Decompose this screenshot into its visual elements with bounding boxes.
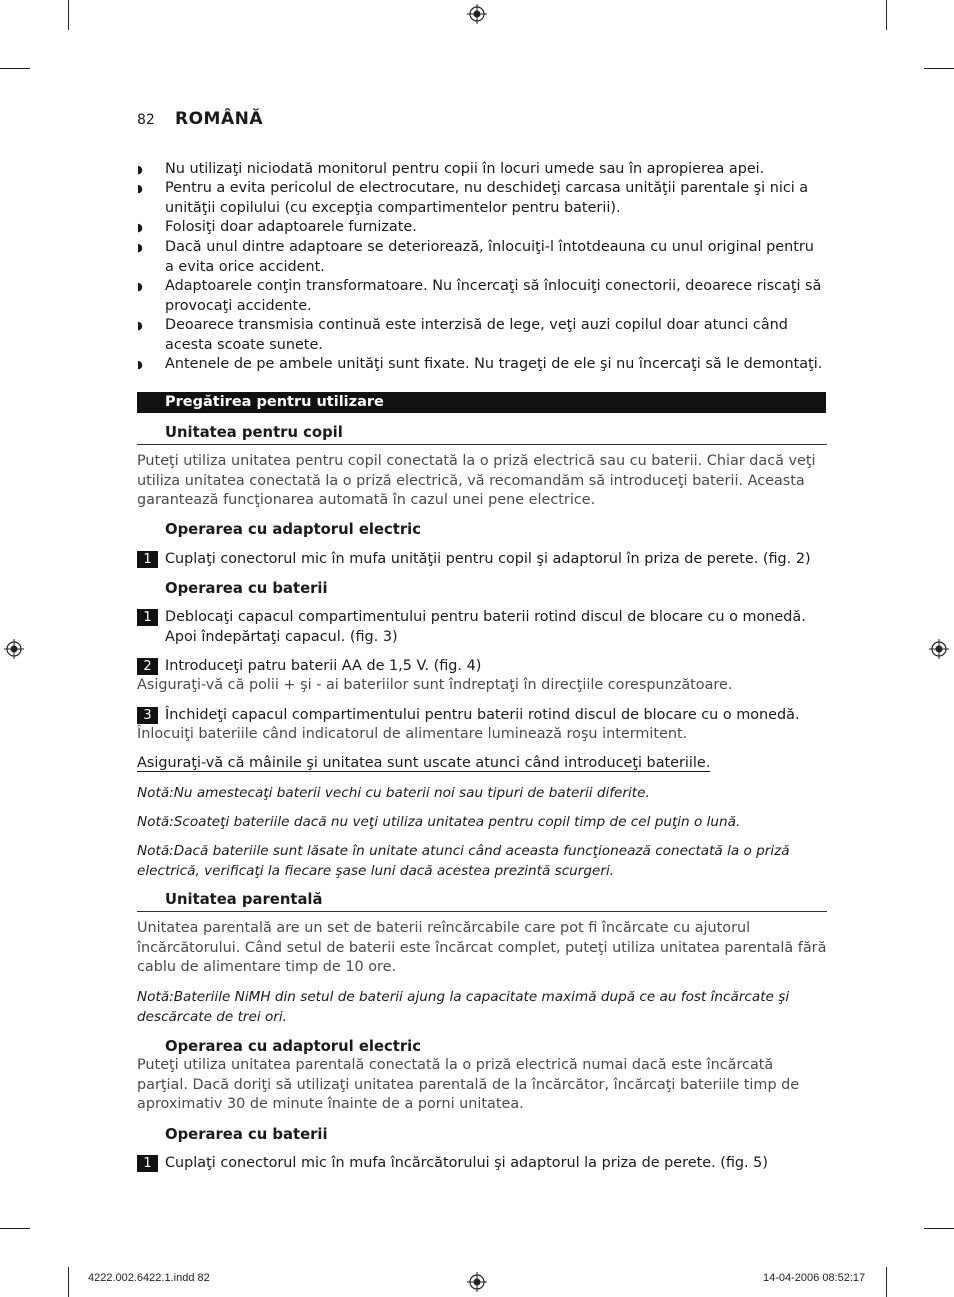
step-number: 2	[137, 658, 158, 675]
step-text: Cuplaţi conectorul mic în mufa încărcătorului şi adaptorul la priza de perete. (fig. 5)	[165, 1155, 768, 1171]
bullet-icon: ◗	[137, 163, 143, 176]
divider	[137, 444, 827, 445]
crop-mark	[0, 1228, 30, 1229]
subsection-title: Unitatea pentru copil	[165, 424, 343, 441]
page-number: 82	[137, 112, 155, 128]
step-number: 3	[137, 707, 158, 724]
subsection-title: Operarea cu baterii	[165, 1126, 328, 1143]
page-language-title: ROMÂNĂ	[175, 109, 263, 129]
step-note: Înlocuiţi bateriile când indicatorul de alimentare luminează roşu intermitent.	[137, 726, 688, 742]
bullet-icon: ◗	[137, 221, 143, 234]
divider	[137, 911, 827, 912]
registration-mark-icon	[467, 1272, 487, 1292]
note: Notă:Bateriile NiMH din setul de baterii ajung la capacitate maximă după ce au fost încărcate şi descărcate de trei ori.	[137, 989, 790, 1025]
footer-timestamp: 14-04-2006 08:52:17	[763, 1272, 866, 1284]
registration-mark-icon	[467, 4, 487, 24]
list-item: ◗ Adaptoarele conţin transformatoare. Nu încercaţi să înlocuiţi conectorii, deoarece riscaţi să provocaţi accidente.	[137, 278, 822, 314]
step-text: Cuplaţi conectorul mic în mufa unităţii pentru copil şi adaptorul în priza de perete. (fig. 2)	[165, 551, 811, 567]
step	[137, 1154, 827, 1174]
bullet-icon: ◗	[137, 280, 143, 293]
subsection-title: Unitatea parentală	[165, 891, 323, 908]
bullet-icon: ◗	[137, 358, 143, 371]
bullet-icon: ◗	[137, 319, 143, 332]
step	[137, 657, 827, 677]
section-title-bar	[137, 392, 826, 413]
step	[137, 550, 827, 570]
bullet-icon: ◗	[137, 182, 143, 195]
step-number: 1	[137, 609, 158, 626]
section-title: Pregătirea pentru utilizare	[165, 394, 384, 410]
crop-mark	[924, 68, 954, 69]
step	[137, 706, 827, 726]
crop-mark	[924, 1228, 954, 1229]
list-item: ◗ Deoarece transmisia continuă este interzisă de lege, veţi auzi copilul doar atunci când acesta scoate sunete.	[137, 317, 788, 353]
subsection-title: Operarea cu baterii	[165, 580, 328, 597]
list-item: ◗ Folosiţi doar adaptoarele furnizate.	[137, 218, 827, 238]
crop-mark	[68, 0, 69, 30]
crop-mark	[886, 0, 887, 30]
step-text: Introduceţi patru baterii AA de 1,5 V. (fig. 4)	[165, 658, 482, 674]
paragraph: Puteţi utiliza unitatea parentală conectată la o priză electrică numai dacă este încărcată parţial. Dacă doriţi să utilizaţi unitatea parentală de la încărcător, încărcaţi bateriile timp de aproximativ 30 de minute înainte de a porni unitatea.	[137, 1057, 800, 1112]
list-item: ◗ Antenele de pe ambele unităţi sunt fixate. Nu trageţi de ele şi nu încercaţi să le demontaţi.	[137, 355, 827, 375]
step-text: Deblocaţi capacul compartimentului pentru baterii rotind discul de blocare cu o monedă. Apoi îndepărtaţi capacul. (fig. 3)	[165, 609, 806, 645]
list-item: ◗ Pentru a evita pericolul de electrocutare, nu deschideţi carcasa unităţii parentale şi nici a unităţii copilului (cu excepţia compartimentelor pentru baterii).	[137, 180, 809, 216]
step-note: Asiguraţi-vă că polii + şi - ai bateriilor sunt îndreptaţi în direcţiile corespunzătoare.	[137, 677, 733, 693]
crop-mark	[886, 1267, 887, 1297]
registration-mark-icon	[4, 639, 24, 659]
list-item: ◗ Nu utilizaţi niciodată monitorul pentru copii în locuri umede sau în apropierea apei.	[137, 160, 827, 180]
crop-mark	[0, 68, 30, 69]
step-text: Închideţi capacul compartimentului pentru baterii rotind discul de blocare cu o monedă.	[165, 707, 800, 723]
crop-mark	[68, 1267, 69, 1297]
footer-file-info: 4222.002.6422.1.indd 82	[88, 1272, 210, 1284]
list-item: ◗ Dacă unul dintre adaptoare se deteriorează, înlocuiţi-l întotdeauna cu unul original pentru a evita orice accident.	[137, 239, 814, 275]
paragraph: Unitatea parentală are un set de baterii reîncărcabile care pot fi încărcate cu ajutorul încărcătorului. Când setul de baterii este încărcat complet, puteţi utiliza unitatea parentală fără cablu de alimentare timp de 10 ore.	[137, 920, 827, 975]
step	[137, 608, 827, 647]
note: Notă:Scoateţi bateriile dacă nu veţi utiliza unitatea pentru copil timp de cel puţin o lună.	[137, 814, 741, 830]
note: Notă:Nu amestecaţi baterii vechi cu baterii noi sau tipuri de baterii diferite.	[137, 785, 650, 801]
step-number: 1	[137, 551, 158, 568]
registration-mark-icon	[929, 639, 949, 659]
subsection-title: Operarea cu adaptorul electric	[165, 521, 421, 538]
paragraph: Puteţi utiliza unitatea pentru copil conectată la o priză electrică sau cu baterii. Chiar dacă veţi utiliza unitatea conectată la o priză electrică, vă recomandăm să introduceţi baterii. Aceasta garantează funcţionarea automată în cazul unei pene electrice.	[137, 453, 816, 508]
step-number: 1	[137, 1155, 158, 1172]
warning-text: Asiguraţi-vă că mâinile şi unitatea sunt uscate atunci când introduceţi bateriile.	[137, 755, 711, 771]
note: Notă:Dacă bateriile sunt lăsate în unitate atunci când aceasta funcţionează conectată la o priză electrică, verificaţi la fiecare şase luni dacă acestea prezintă scurgeri.	[137, 843, 790, 879]
bullet-icon: ◗	[137, 241, 143, 254]
subsection-title: Operarea cu adaptorul electric	[165, 1038, 421, 1055]
